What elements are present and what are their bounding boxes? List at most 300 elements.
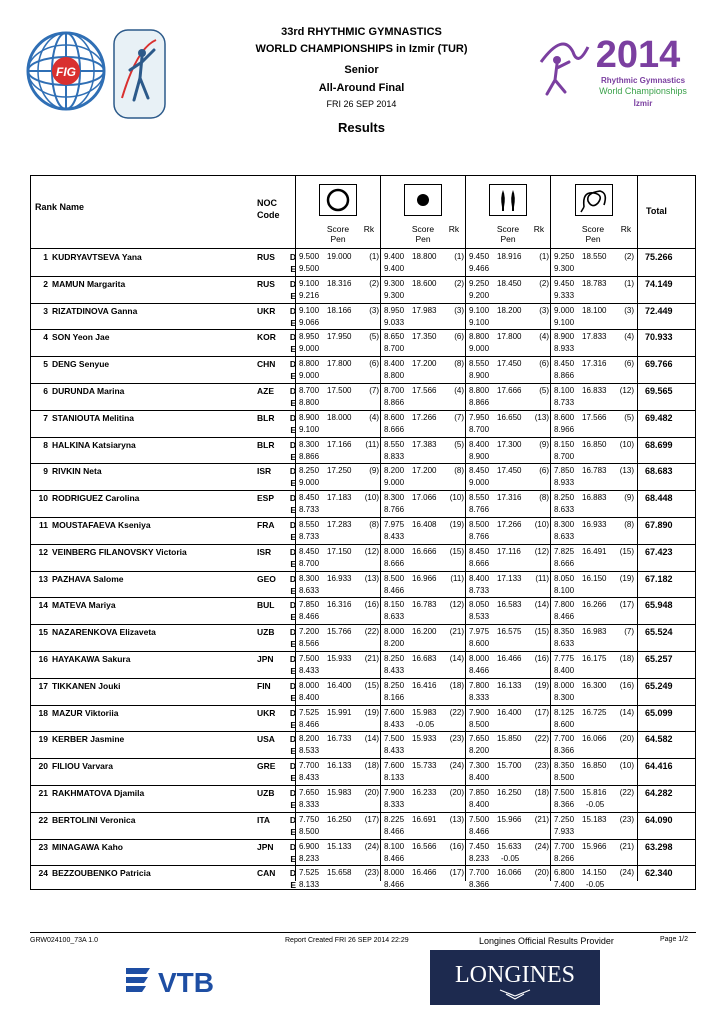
d-score: 7.600 (384, 761, 405, 771)
row-rule (31, 544, 695, 545)
d-score: 7.700 (299, 761, 320, 771)
e-label: E (290, 666, 296, 676)
table-row (31, 356, 695, 383)
d-score: 7.775 (554, 654, 575, 663)
noc-code: GRE (257, 761, 276, 772)
apparatus-rank: (16) (449, 841, 464, 851)
apparatus-rank: (6) (369, 359, 379, 369)
e-score: 8.466 (554, 612, 575, 622)
apparatus-rank: (18) (534, 788, 549, 797)
apparatus-score: 16.575 (497, 627, 522, 637)
d-score: 8.450 (299, 493, 320, 503)
apparatus-rank: (5) (454, 439, 464, 449)
d-score: 9.100 (469, 305, 490, 315)
apparatus-score: 17.350 (412, 332, 437, 342)
e-score: 8.400 (469, 800, 490, 809)
longines-logo (430, 950, 600, 1005)
apparatus-rank: (13) (364, 573, 379, 583)
report-code: GRW024100_73A 1.0 (30, 937, 98, 944)
table-row (31, 839, 695, 866)
d-score: 8.225 (384, 814, 405, 824)
apparatus-score: 16.066 (582, 734, 607, 744)
apparatus-rank: (1) (369, 252, 379, 261)
apparatus-rank: (6) (624, 359, 634, 369)
logo-line3: İzmir (633, 99, 653, 108)
e-score: 8.333 (384, 800, 405, 809)
e-score: 8.500 (299, 826, 320, 836)
apparatus-score: 16.491 (582, 546, 607, 556)
apparatus-score: 15.991 (327, 707, 352, 717)
apparatus-rank: (7) (369, 386, 379, 395)
d-score: 8.400 (384, 359, 405, 369)
apparatus-score: 17.200 (412, 359, 437, 369)
d-label: D (289, 814, 296, 825)
d-score: 8.800 (469, 386, 490, 395)
rank: 19 (38, 734, 48, 745)
total-score: 62.340 (645, 868, 673, 879)
d-score: 8.400 (469, 573, 490, 583)
apparatus-rank: (10) (619, 761, 634, 771)
e-score: 8.866 (299, 451, 320, 461)
apparatus-rank: (1) (454, 252, 464, 261)
row-rule (31, 705, 695, 706)
noc-code: AZE (257, 386, 274, 396)
gymnast-name: KUDRYAVTSEVA Yana (52, 252, 142, 262)
d-score: 7.700 (554, 734, 575, 744)
e-score: 9.400 (384, 264, 405, 273)
document-title: Results (338, 120, 385, 135)
table-row (31, 812, 695, 839)
table-row (31, 303, 695, 330)
d-score: 7.650 (299, 788, 320, 797)
e-score: 8.466 (469, 826, 490, 836)
e-label: E (290, 478, 296, 489)
rank: 11 (39, 520, 48, 530)
apparatus-score: 16.150 (582, 573, 607, 583)
apparatus-score: 16.400 (497, 707, 522, 717)
d-score: 8.000 (384, 627, 405, 637)
gymnast-name: TIKKANEN Jouki (52, 680, 121, 691)
noc-code: RUS (257, 278, 275, 289)
apparatus-score: 17.316 (582, 359, 607, 369)
d-score: 8.650 (384, 332, 405, 342)
apparatus-rank: (9) (624, 493, 634, 503)
apparatus-rank: (8) (454, 466, 464, 476)
e-score: 8.566 (299, 639, 320, 649)
apparatus-rank: (14) (619, 707, 634, 717)
e-score: 8.533 (299, 746, 320, 756)
e-label: E (290, 773, 296, 784)
apparatus-score: 16.400 (327, 680, 352, 690)
col-score-1: Score Pen (326, 224, 350, 244)
e-score: 8.100 (554, 585, 575, 595)
apparatus-rank: (19) (364, 707, 379, 717)
apparatus-rank: (23) (619, 814, 634, 824)
apparatus-rank: (9) (539, 439, 549, 449)
e-label: E (290, 746, 296, 757)
apparatus-rank: (13) (534, 412, 549, 422)
d-score: 7.650 (469, 734, 490, 744)
apparatus-rank: (5) (624, 412, 634, 422)
apparatus-score: 16.933 (327, 573, 352, 583)
apparatus-rank: (21) (619, 841, 634, 851)
d-score: 7.750 (299, 814, 320, 824)
noc-code: CHN (257, 359, 276, 370)
apparatus-score: 15.183 (582, 814, 607, 824)
apparatus-rank: (4) (539, 332, 549, 342)
apparatus-rank: (20) (364, 788, 379, 797)
d-score: 7.950 (469, 412, 490, 422)
table-row (31, 597, 695, 624)
apparatus-rank: (3) (624, 305, 634, 315)
gymnast-name: BEZZOUBENKO Patricia (52, 868, 151, 879)
rank: 13 (38, 573, 48, 584)
apparatus-score: 16.933 (582, 520, 607, 529)
apparatus-rank: (13) (449, 814, 464, 824)
apparatus-rank: (17) (619, 600, 634, 610)
gymnast-name: HALKINA Katsiaryna (52, 439, 136, 450)
apparatus-rank: (21) (449, 627, 464, 637)
d-score: 8.550 (299, 520, 320, 529)
apparatus-score: 16.691 (412, 814, 437, 824)
apparatus-score: 16.650 (497, 412, 522, 422)
col-rk-4: Rk (620, 224, 632, 234)
gymnast-name: DURUNDA Marina (52, 386, 125, 396)
d-score: 9.300 (384, 278, 405, 288)
e-score: 9.216 (299, 290, 320, 300)
e-score: 8.500 (554, 773, 575, 783)
d-score: 7.850 (554, 466, 575, 476)
total-score: 75.266 (645, 252, 673, 262)
noc-code: GEO (257, 573, 276, 584)
apparatus-rank: (22) (364, 627, 379, 637)
d-score: 7.300 (469, 761, 490, 771)
row-rule (31, 490, 695, 491)
d-label: D (289, 305, 296, 316)
ball-icon (404, 184, 442, 216)
e-label: E (290, 826, 296, 837)
d-label: D (289, 278, 296, 289)
apparatus-rank: (14) (449, 654, 464, 663)
d-score: 8.950 (384, 305, 405, 315)
noc-code: RUS (257, 252, 275, 262)
e-score: 8.633 (384, 612, 405, 622)
gymnast-name: MAZUR Viktoriia (52, 707, 119, 718)
apparatus-score: 17.316 (497, 493, 522, 503)
col-score-2: Score Pen (411, 224, 435, 244)
d-label: D (289, 600, 296, 611)
table-row (31, 544, 695, 571)
d-score: 9.100 (299, 305, 320, 315)
apparatus-rank: (10) (534, 520, 549, 529)
rank: 10 (38, 493, 48, 504)
d-score: 8.400 (469, 439, 490, 449)
apparatus-score: 17.950 (327, 332, 352, 342)
total-score: 67.182 (645, 573, 673, 584)
e-score: 8.400 (469, 773, 490, 783)
e-score: 8.266 (554, 853, 575, 863)
d-score: 7.700 (554, 841, 575, 851)
noc-code: BUL (257, 600, 275, 611)
total-score: 68.683 (645, 466, 673, 477)
d-score: 8.050 (469, 600, 490, 610)
e-score: 8.766 (384, 505, 405, 515)
apparatus-score: 17.266 (497, 520, 522, 529)
penalty: -0.05 (586, 800, 605, 809)
event-date: FRI 26 SEP 2014 (326, 99, 397, 109)
table-row (31, 463, 695, 490)
apparatus-rank: (20) (619, 734, 634, 744)
apparatus-score: 16.683 (412, 654, 437, 663)
e-score: 8.633 (554, 505, 575, 515)
total-score: 65.099 (645, 707, 673, 718)
apparatus-score: 16.175 (582, 654, 607, 663)
apparatus-score: 16.416 (412, 680, 437, 690)
table-row (31, 758, 695, 785)
apparatus-rank: (18) (449, 680, 464, 690)
d-score: 8.900 (299, 412, 320, 422)
table-row (31, 705, 695, 732)
total-score: 69.565 (645, 386, 673, 396)
table-row (31, 517, 695, 544)
apparatus-score: 17.283 (327, 520, 352, 529)
rank: 22 (38, 814, 48, 825)
rank: 7 (43, 412, 48, 423)
col-rank-name: Rank Name (35, 202, 85, 212)
d-score: 7.800 (469, 680, 490, 690)
penalty: -0.05 (501, 853, 520, 863)
apparatus-score: 15.966 (582, 841, 607, 851)
apparatus-rank: (22) (534, 734, 549, 744)
col-total: Total (646, 206, 667, 216)
e-score: 8.300 (554, 692, 575, 702)
d-score: 8.250 (299, 466, 320, 476)
apparatus-rank: (7) (454, 412, 464, 422)
d-score: 8.300 (384, 493, 405, 503)
e-score: 8.866 (554, 371, 575, 381)
apparatus-rank: (23) (364, 868, 379, 878)
championship-title: WORLD CHAMPIONSHIPS in Izmir (TUR) (255, 43, 468, 55)
apparatus-score: 15.966 (497, 814, 522, 824)
rank: 3 (43, 305, 48, 316)
noc-code: UKR (257, 707, 276, 718)
d-score: 7.900 (469, 707, 490, 717)
col-noc: NOC (257, 198, 277, 208)
e-score: 8.766 (469, 505, 490, 515)
apparatus-score: 15.733 (412, 761, 437, 771)
apparatus-score: 16.133 (497, 680, 522, 690)
apparatus-rank: (10) (449, 493, 464, 503)
apparatus-score: 15.133 (327, 841, 352, 851)
d-score: 8.200 (299, 734, 320, 744)
apparatus-rank: (5) (539, 386, 549, 395)
noc-code: ESP (257, 493, 275, 504)
d-score: 8.800 (299, 359, 320, 369)
row-rule (31, 839, 695, 840)
apparatus-rank: (8) (539, 493, 549, 503)
d-score: 7.600 (384, 707, 405, 717)
row-rule (31, 785, 695, 786)
table-row (31, 731, 695, 758)
table-row (31, 678, 695, 705)
d-score: 8.250 (554, 493, 575, 503)
d-label: D (289, 493, 296, 504)
d-label: D (289, 680, 296, 691)
total-score: 70.933 (645, 332, 673, 343)
d-label: D (289, 359, 296, 370)
table-row (31, 383, 695, 410)
d-score: 7.850 (469, 788, 490, 797)
d-score: 8.600 (384, 412, 405, 422)
rank: 24 (38, 868, 48, 879)
d-score: 8.300 (554, 520, 575, 529)
e-score: 9.333 (554, 290, 575, 300)
fig-logo-text: FIG (56, 65, 76, 79)
apparatus-rank: (15) (449, 546, 464, 556)
row-rule (31, 651, 695, 652)
apparatus-rank: (9) (369, 466, 379, 476)
apparatus-score: 18.450 (497, 278, 522, 288)
apparatus-rank: (19) (619, 573, 634, 583)
apparatus-score: 16.566 (412, 841, 437, 851)
e-label: E (290, 880, 296, 891)
table-row (31, 651, 695, 678)
table-row (31, 865, 695, 892)
apparatus-score: 16.966 (412, 573, 437, 583)
row-rule (31, 597, 695, 598)
row-rule (31, 329, 695, 330)
e-score: 8.800 (299, 398, 320, 407)
d-label: D (289, 761, 296, 772)
d-score: 9.250 (554, 252, 575, 261)
rank: 8 (43, 439, 48, 450)
d-score: 8.050 (554, 573, 575, 583)
apparatus-score: 16.300 (582, 680, 607, 690)
e-score: 9.000 (469, 478, 490, 488)
e-score: 8.600 (554, 719, 575, 729)
noc-code: BLR (257, 412, 275, 423)
e-score: 8.133 (384, 773, 405, 783)
apparatus-rank: (15) (364, 680, 379, 690)
apparatus-score: 16.316 (327, 600, 352, 610)
e-label: E (290, 451, 296, 462)
table-row (31, 410, 695, 437)
e-score: 8.666 (384, 558, 405, 568)
apparatus-score: 17.566 (582, 412, 607, 422)
d-label: D (289, 734, 296, 745)
apparatus-score: 17.133 (497, 573, 522, 583)
apparatus-rank: (11) (365, 439, 379, 449)
apparatus-score: 18.600 (412, 278, 437, 288)
apparatus-rank: (17) (534, 707, 549, 717)
apparatus-score: 17.116 (497, 546, 521, 556)
apparatus-score: 17.300 (497, 439, 522, 449)
apparatus-rank: (4) (454, 386, 464, 395)
e-score: 8.800 (384, 371, 405, 381)
d-score: 7.850 (299, 600, 320, 610)
apparatus-score: 16.666 (412, 546, 437, 556)
apparatus-score: 17.250 (327, 466, 352, 476)
e-score: 8.433 (384, 532, 405, 541)
e-score: 8.733 (469, 585, 490, 595)
gymnast-name: STANIOUTA Melitina (52, 412, 135, 423)
ribbon-icon (575, 184, 613, 216)
apparatus-score: 19.000 (327, 252, 352, 261)
apparatus-rank: (21) (534, 814, 549, 824)
apparatus-score: 16.266 (582, 600, 607, 610)
e-score: 8.700 (384, 344, 405, 354)
apparatus-score: 18.550 (582, 252, 607, 261)
apparatus-rank: (6) (539, 359, 549, 369)
e-score: 8.500 (469, 719, 490, 729)
d-score: 8.250 (384, 680, 405, 690)
rank: 20 (38, 761, 48, 772)
e-score: 8.133 (299, 880, 320, 890)
d-score: 7.500 (384, 734, 405, 744)
d-label: D (289, 841, 296, 852)
e-score: 9.200 (469, 290, 490, 300)
d-score: 8.800 (469, 332, 490, 342)
apparatus-score: 18.000 (327, 412, 352, 422)
d-score: 8.550 (469, 493, 490, 503)
phase-label: All-Around Final (318, 82, 405, 94)
d-label: D (289, 386, 296, 396)
apparatus-rank: (24) (619, 868, 634, 878)
d-label: D (289, 654, 296, 664)
e-score: 8.633 (554, 532, 575, 541)
apparatus-rank: (19) (534, 680, 549, 690)
apparatus-score: 16.725 (582, 707, 607, 717)
apparatus-rank: (7) (624, 627, 634, 637)
apparatus-score: 17.150 (327, 546, 352, 556)
table-row (31, 249, 695, 276)
rank: 9 (43, 466, 48, 477)
rank: 17 (38, 680, 48, 691)
apparatus-rank: (10) (619, 439, 634, 449)
d-label: D (289, 332, 296, 343)
e-label: E (290, 800, 296, 810)
apparatus-score: 17.450 (497, 466, 522, 476)
total-score: 67.423 (645, 546, 673, 557)
row-rule (31, 731, 695, 732)
penalty: -0.05 (416, 719, 435, 729)
apparatus-rank: (12) (619, 386, 634, 395)
d-score: 8.950 (299, 332, 320, 342)
e-score: 8.700 (554, 451, 575, 461)
e-score: 9.100 (554, 317, 575, 327)
longines-text: LONGINES (455, 962, 575, 988)
noc-code: ISR (257, 466, 272, 477)
gymnast-name: DENG Senyue (52, 359, 110, 370)
d-score: 7.500 (299, 654, 320, 663)
e-score: 8.166 (384, 692, 405, 702)
e-label: E (290, 692, 296, 703)
apparatus-rank: (24) (449, 761, 464, 771)
total-score: 64.282 (645, 788, 673, 798)
rank: 2 (43, 278, 48, 289)
d-score: 7.500 (554, 788, 575, 797)
apparatus-score: 17.800 (327, 359, 352, 369)
d-label: D (289, 252, 296, 262)
e-score: 8.666 (384, 424, 405, 434)
d-score: 8.000 (469, 654, 490, 663)
d-label: D (289, 868, 296, 879)
d-score: 7.525 (299, 707, 320, 717)
e-score: 8.733 (554, 398, 575, 407)
d-score: 9.000 (554, 305, 575, 315)
apparatus-rank: (6) (454, 332, 464, 342)
apparatus-score: 15.933 (327, 654, 352, 663)
